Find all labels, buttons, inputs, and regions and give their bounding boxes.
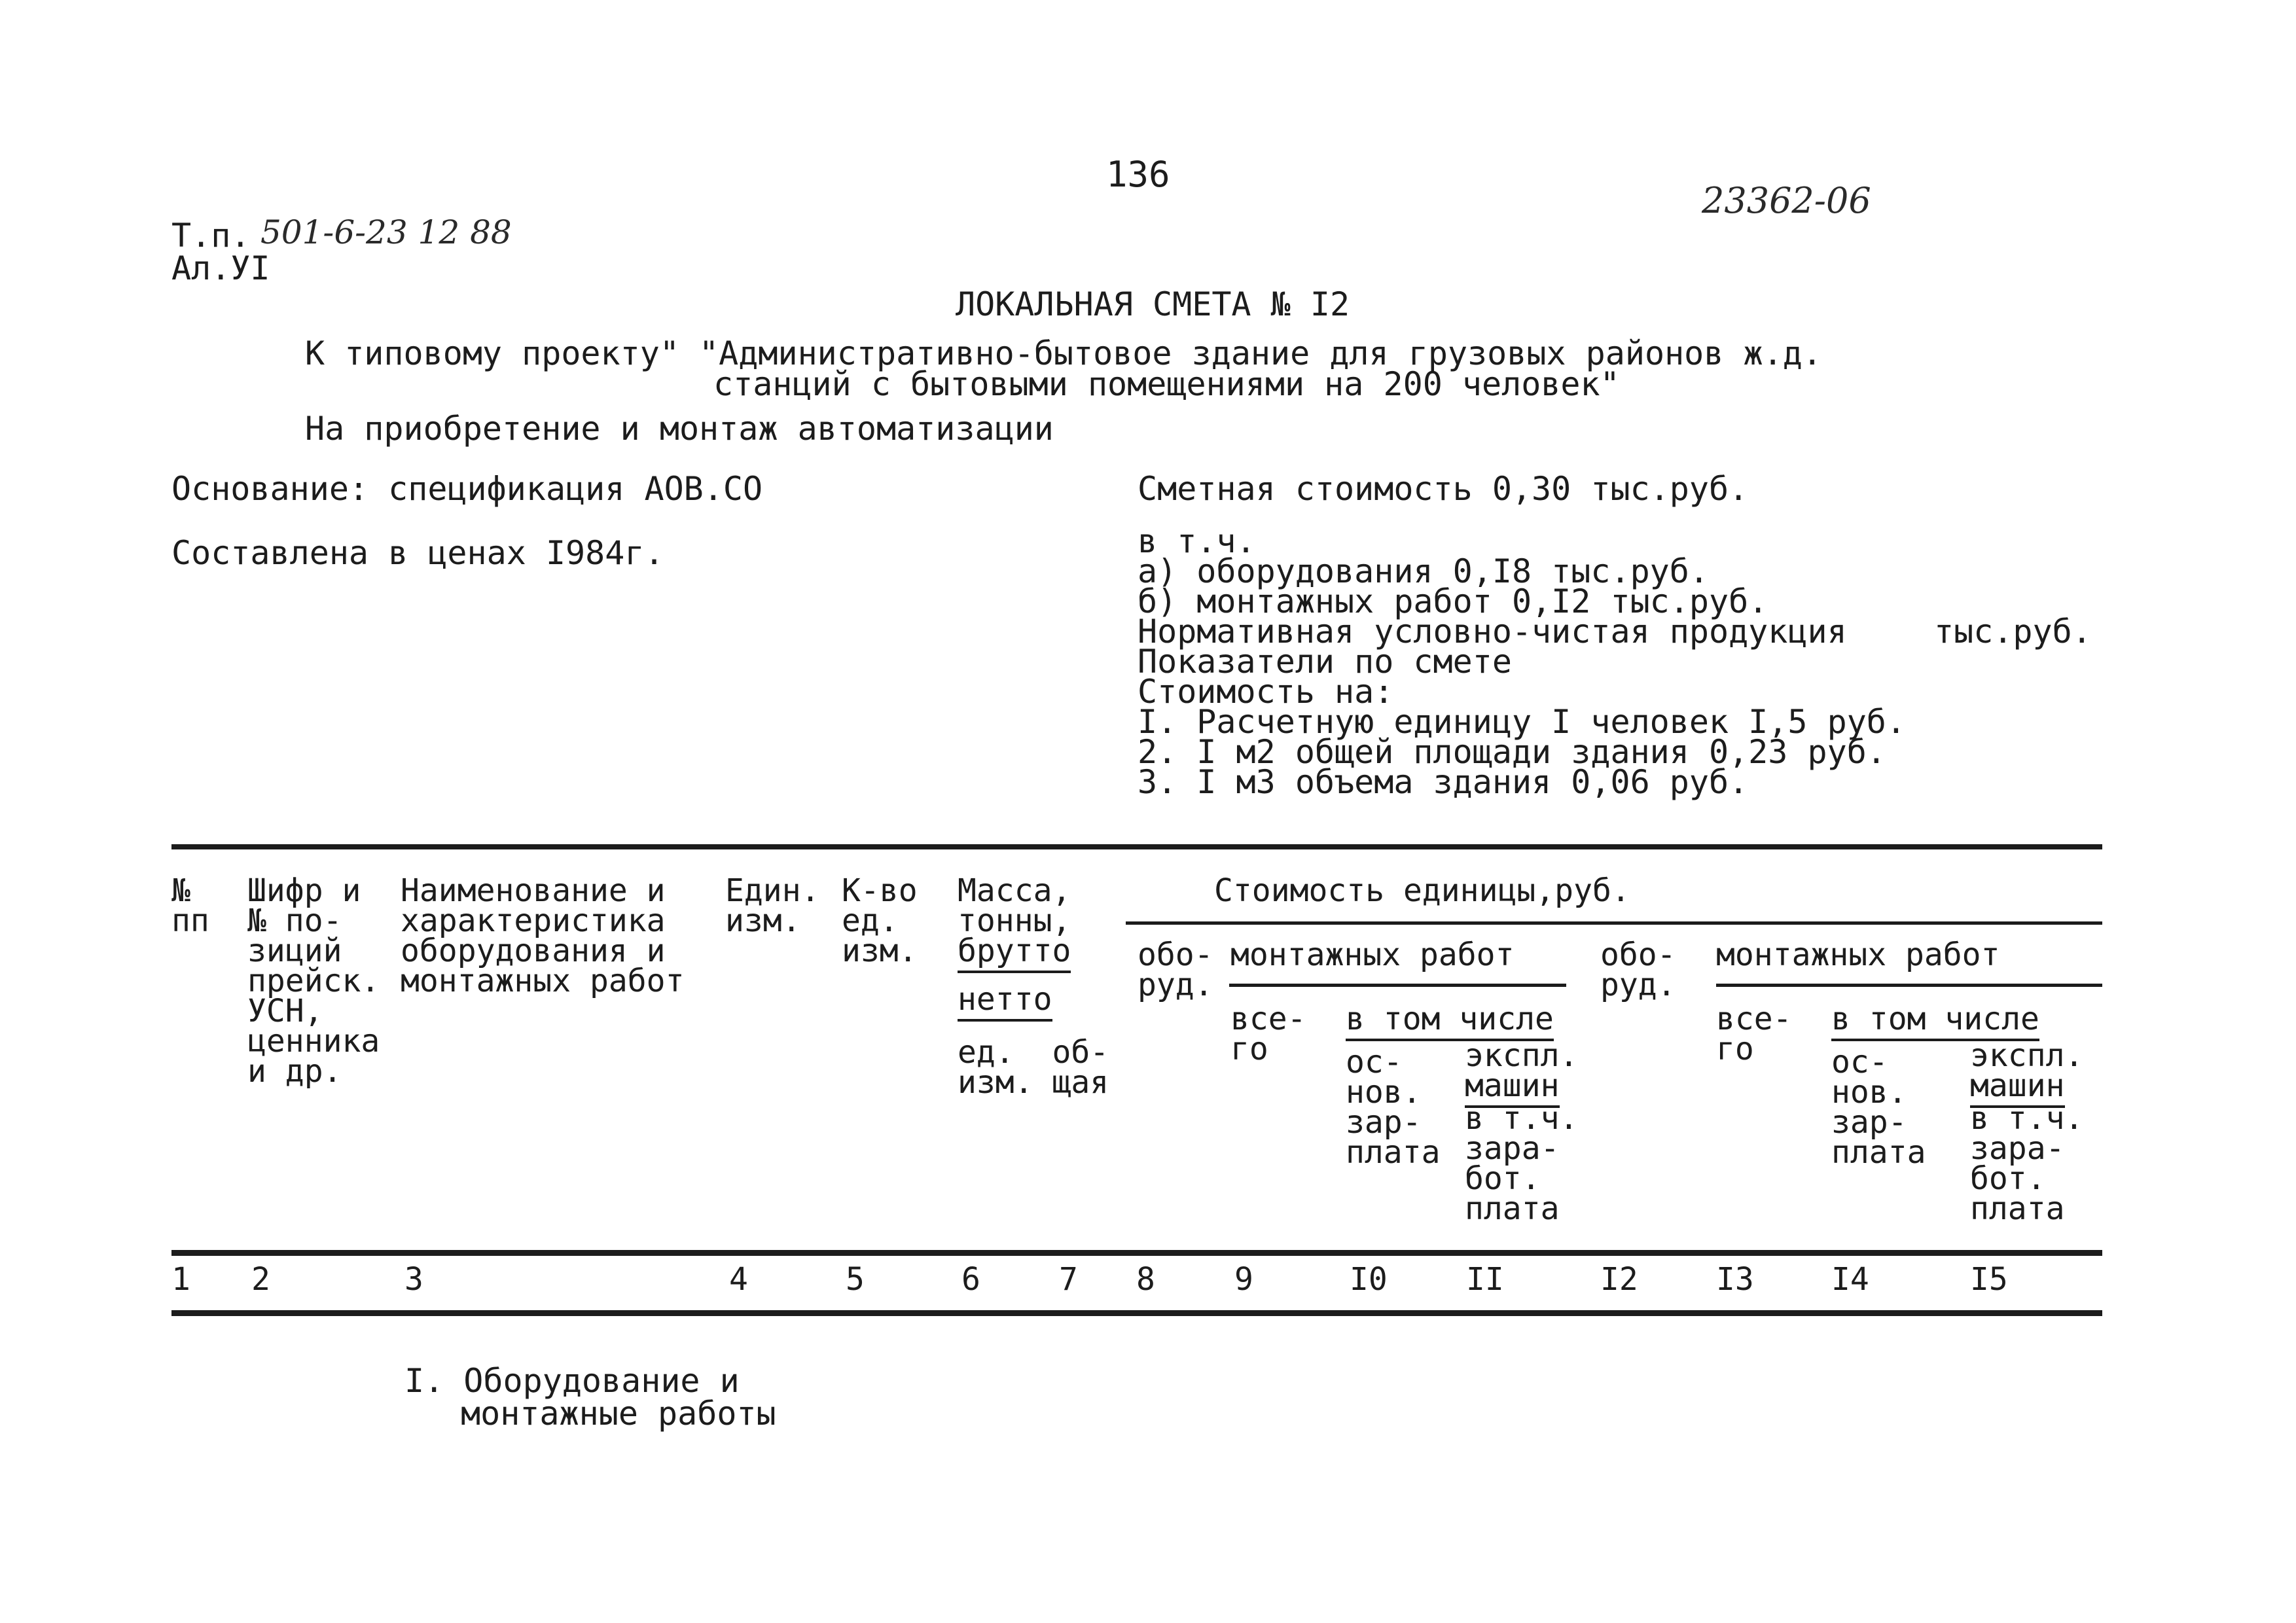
normative-product-unit: тыс.руб.: [1934, 613, 2092, 651]
install-rule-1: [1229, 984, 1566, 987]
archive-number: 23362-06: [1702, 180, 1871, 221]
column-number: 4: [729, 1261, 748, 1298]
header-mass-sub: ед. об- изм. щая: [958, 1034, 1109, 1101]
header-install-2: монтажных работ: [1716, 936, 2000, 973]
column-number: I4: [1831, 1261, 1869, 1298]
indicator-item-3: 3. I м3 объема здания 0,06 руб.: [1138, 763, 1749, 801]
album: Ал.УI: [171, 249, 270, 287]
header-total-1: все- го: [1230, 1001, 1306, 1067]
header-total-2: все- го: [1716, 1001, 1792, 1067]
indicator-item-1: I. Расчетную единицу I человек I,5 руб.: [1138, 703, 1906, 741]
header-bottom-rule: [171, 1250, 2102, 1256]
page-number: 136: [1106, 154, 1170, 195]
column-number: I5: [1970, 1261, 2008, 1298]
including-label: в т.ч.: [1138, 522, 1256, 560]
column-number: I2: [1600, 1261, 1638, 1298]
column-number: 7: [1059, 1261, 1078, 1298]
subtitle-line-2: станций с бытовыми помещениями на 200 человек": [713, 365, 1620, 403]
header-equipment-1: обо- руд.: [1138, 936, 1213, 1003]
basis: Основание: спецификация АОВ.СО: [171, 470, 763, 508]
column-number: I3: [1716, 1261, 1754, 1298]
header-machines-sub-2: в т.ч. зара- бот. плата: [1970, 1100, 2084, 1227]
header-mass-netto: нетто: [958, 984, 1052, 1014]
header-machines-sub-1: в т.ч. зара- бот. плата: [1465, 1100, 1579, 1227]
header-quantity: К-во ед. изм.: [842, 872, 918, 969]
section-1-subtitle: монтажные работы: [461, 1395, 776, 1433]
header-wage-1: ос- нов. зар- плата: [1346, 1044, 1441, 1171]
header-machines-ul-1: машин: [1465, 1071, 1560, 1101]
cost-header-rule: [1126, 921, 2102, 925]
column-number: 2: [251, 1261, 270, 1298]
header-name: Наименование и характеристика оборудования и монтажных работ: [401, 872, 685, 999]
header-incl-2: в том числе: [1831, 1004, 2039, 1034]
header-mass-brutto: брутто: [958, 936, 1071, 966]
column-number: II: [1466, 1261, 1504, 1298]
column-number: 6: [961, 1261, 980, 1298]
column-number: 5: [846, 1261, 865, 1298]
header-machines-2: экспл.: [1970, 1037, 2084, 1074]
project-ref-label: Т.п.: [171, 217, 251, 255]
header-unit-cost: Стоимость единицы,руб.: [1214, 872, 1630, 909]
document-title: ЛОКАЛЬНАЯ СМЕТА № I2: [956, 285, 1350, 323]
section-1-title: I. Оборудование и: [404, 1362, 740, 1400]
header-mass: Масса, тонны,: [958, 872, 1071, 939]
column-number: I0: [1350, 1261, 1388, 1298]
normative-product: Нормативная условно-чистая продукция: [1138, 613, 1847, 651]
header-code: Шифр и № по- зиций прейск. УСН, ценника и др.: [247, 872, 380, 1090]
header-wage-2: ос- нов. зар- плата: [1831, 1044, 1926, 1171]
prices-year: Составлена в ценах I984г.: [171, 534, 664, 572]
equipment-cost: а) оборудования 0,I8 тыс.руб.: [1138, 552, 1709, 590]
column-number: 8: [1136, 1261, 1155, 1298]
subtitle-line-1: К типовому проекту" "Административно-бытовое здание для грузовых районов ж.д.: [305, 334, 1822, 372]
purpose: На приобретение и монтаж автоматизации: [305, 410, 1054, 448]
indicator-item-2: 2. I м2 общей площади здания 0,23 руб.: [1138, 733, 1886, 771]
table-top-rule: [171, 844, 2102, 849]
estimate-cost: Сметная стоимость 0,30 тыс.руб.: [1138, 470, 1749, 508]
header-equipment-2: обо- руд.: [1600, 936, 1676, 1003]
number-row-bottom-rule: [171, 1310, 2102, 1316]
installation-cost: б) монтажных работ 0,I2 тыс.руб.: [1138, 582, 1768, 620]
indicators-label: Показатели по смете: [1138, 643, 1512, 681]
header-machines-1: экспл.: [1465, 1037, 1579, 1074]
header-install-1: монтажных работ: [1230, 936, 1515, 973]
header-incl-1: в том числе: [1346, 1004, 1554, 1034]
header-unit: Един. изм.: [725, 872, 820, 939]
header-number: № пп: [171, 872, 209, 939]
header-machines-ul-2: машин: [1970, 1071, 2065, 1101]
install-rule-2: [1716, 984, 2102, 987]
column-number: 9: [1234, 1261, 1253, 1298]
project-ref-value: 501-6-23 12 88: [260, 213, 512, 251]
column-number: 3: [404, 1261, 423, 1298]
column-number: 1: [171, 1261, 190, 1298]
cost-per-label: Стоимость на:: [1138, 673, 1394, 711]
